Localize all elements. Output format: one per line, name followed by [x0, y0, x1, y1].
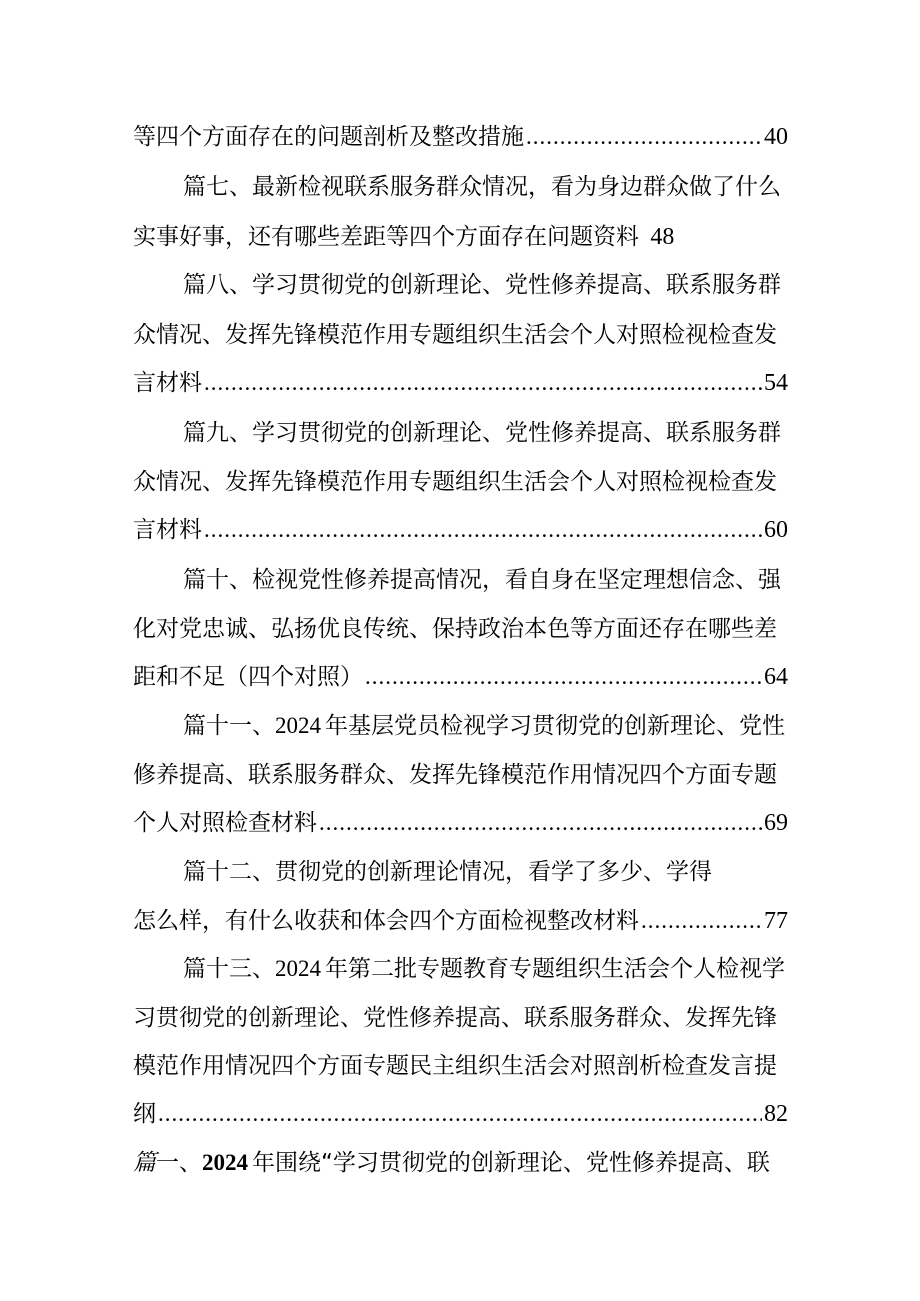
toc-entry-text: 个人对照检查材料 — [133, 810, 317, 836]
heading-text: 年围绕“学习贯彻党的创新理论、党性修养提高、联 — [252, 1150, 770, 1176]
toc-entry-11-line-1[interactable] — [183, 709, 785, 743]
toc-leader-dots — [526, 120, 762, 154]
toc-entry-9-line-2[interactable]: 众情况、发挥先锋模范作用专题组织生活会个人对照检视检查发 — [133, 469, 777, 495]
toc-page-number: 82 — [764, 1101, 788, 1127]
toc-entry-8-line-3[interactable] — [133, 366, 788, 400]
toc-page-number: 69 — [764, 810, 788, 836]
toc-entry-text: 年第二批专题教育专题组织生活会个人检视学 — [325, 956, 785, 982]
toc-leader-dots — [204, 513, 762, 547]
toc-entry-6-end[interactable] — [133, 120, 788, 154]
toc-entry-9-line-3[interactable] — [133, 513, 788, 547]
toc-entry-7-line-1[interactable]: 篇七、最新检视联系服务群众情况，看为身边群众做了什么 — [183, 174, 781, 200]
toc-page-number: 60 — [764, 517, 788, 543]
toc-entry-11-line-2[interactable]: 修养提高、联系服务群众、发挥先锋模范作用情况四个方面专题 — [133, 762, 777, 788]
toc-page-number: 40 — [764, 124, 788, 150]
toc-entry-10-line-1[interactable]: 篇十、检视党性修养提高情况，看自身在坚定理想信念、强 — [183, 567, 781, 593]
heading-suffix: 一、 — [156, 1150, 202, 1176]
toc-entry-13-line-2[interactable]: 习贯彻党的创新理论、党性修养提高、联系服务群众、发挥先锋 — [133, 1005, 777, 1031]
toc-page-number: 54 — [764, 370, 788, 396]
heading-prefix: 篇 — [133, 1150, 156, 1176]
toc-entry-text: 纲 — [133, 1101, 156, 1127]
toc-entry-11-line-3[interactable] — [133, 806, 788, 840]
heading-year: 2024 — [202, 1150, 248, 1175]
toc-entry-7-line-2[interactable] — [133, 220, 674, 254]
toc-entry-prefix: 篇十三、 — [183, 956, 275, 982]
toc-entry-text: 言材料 — [133, 517, 202, 543]
toc-entry-12-line-1[interactable]: 篇十二、贯彻党的创新理论情况，看学了多少、学得 — [183, 859, 712, 885]
toc-entry-text: 等四个方面存在的问题剖析及整改措施 — [133, 124, 524, 150]
toc-entry-9-line-1[interactable]: 篇九、学习贯彻党的创新理论、党性修养提高、联系服务群 — [183, 420, 781, 446]
toc-entry-text: 实事好事，还有哪些差距等四个方面存在问题资料 — [133, 224, 639, 250]
toc-entry-prefix: 篇十一、 — [183, 713, 275, 739]
toc-entry-13-line-1[interactable] — [183, 952, 785, 986]
toc-entry-text: 怎么样，有什么收获和体会四个方面检视整改材料 — [133, 908, 639, 934]
toc-entry-12-line-2[interactable] — [133, 904, 788, 938]
toc-page-number: 77 — [764, 908, 788, 934]
toc-leader-dots — [158, 1097, 762, 1131]
chapter-1-heading — [133, 1146, 770, 1180]
toc-entry-text: 距和不足（四个对照） — [133, 664, 363, 690]
toc-entry-text: 年基层党员检视学习贯彻党的创新理论、党性 — [325, 713, 785, 739]
toc-entry-8-line-2[interactable]: 众情况、发挥先锋模范作用专题组织生活会个人对照检视检查发 — [133, 322, 777, 348]
toc-entry-13-line-4[interactable] — [133, 1097, 788, 1131]
toc-entry-year: 2024 — [275, 713, 321, 738]
toc-leader-dots — [641, 904, 762, 938]
toc-leader-dots — [365, 660, 762, 694]
toc-entry-13-line-3[interactable]: 模范作用情况四个方面专题民主组织生活会对照剖析检查发言提 — [133, 1053, 777, 1079]
toc-entry-text: 言材料 — [133, 370, 202, 396]
toc-page-number: 48 — [650, 224, 675, 250]
toc-entry-10-line-2[interactable]: 化对党忠诚、弘扬优良传统、保持政治本色等方面还存在哪些差 — [133, 616, 777, 642]
toc-leader-dots — [204, 366, 762, 400]
toc-leader-dots — [319, 806, 762, 840]
toc-page-number: 64 — [764, 664, 788, 690]
toc-entry-10-line-3[interactable] — [133, 660, 788, 694]
toc-entry-8-line-1[interactable]: 篇八、学习贯彻党的创新理论、党性修养提高、联系服务群 — [183, 272, 781, 298]
toc-entry-year: 2024 — [275, 956, 321, 981]
